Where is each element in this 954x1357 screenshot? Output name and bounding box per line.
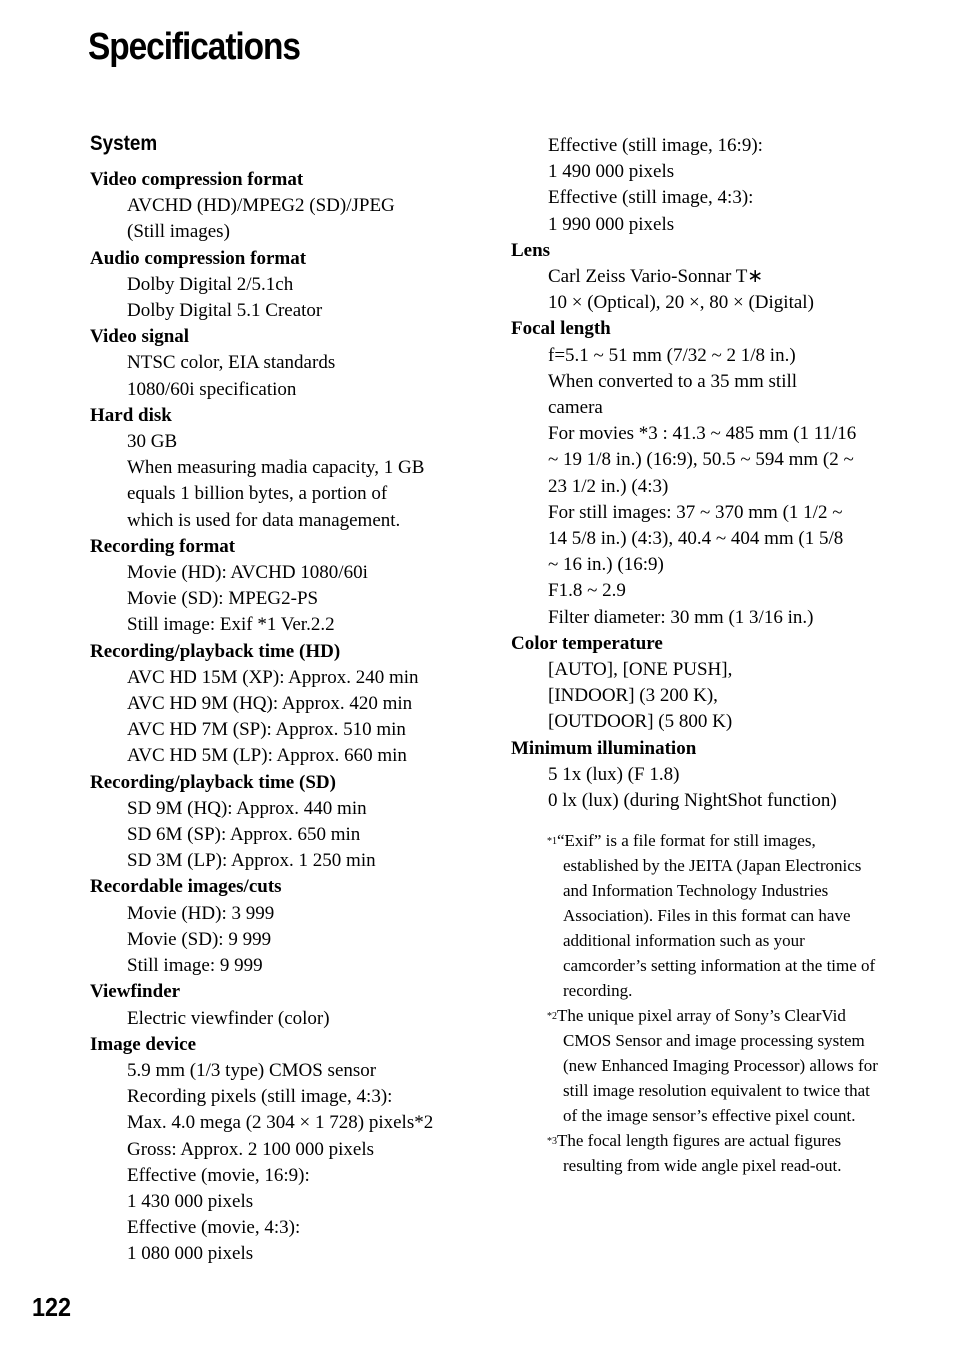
- spec-heading: Lens: [511, 239, 551, 261]
- spec-value: Electric viewfinder (color): [127, 1007, 330, 1029]
- footnote-text: The focal length figures are actual figures resulting from wide angle pixel read-out.: [557, 1131, 842, 1175]
- spec-value: NTSC color, EIA standards: [127, 352, 336, 374]
- spec-value: Effective (still image, 4:3):: [548, 187, 754, 209]
- spec-value: When converted to a 35 mm still: [548, 370, 798, 392]
- spec-heading: Image device: [90, 1033, 197, 1055]
- spec-value: AVCHD (HD)/MPEG2 (SD)/JPEG: [127, 195, 395, 217]
- spec-value: Movie (HD): AVCHD 1080/60i: [127, 562, 368, 584]
- footnote-marker: *3: [547, 1136, 557, 1147]
- spec-value: f=5.1 ~ 51 mm (7/32 ~ 2 1/8 in.): [548, 344, 796, 366]
- spec-heading: Recording/playback time (SD): [90, 771, 336, 793]
- spec-heading: Focal length: [511, 318, 611, 340]
- spec-heading: Recordable images/cuts: [90, 876, 282, 898]
- spec-value: Filter diameter: 30 mm (1 3/16 in.): [548, 606, 814, 628]
- page-number: 122: [32, 1292, 72, 1322]
- spec-heading: Video compression format: [90, 169, 304, 190]
- spec-value: Movie (SD): MPEG2-PS: [127, 588, 319, 610]
- spec-heading: Minimum illumination: [511, 737, 697, 759]
- spec-value: Dolby Digital 2/5.1ch: [127, 273, 294, 295]
- spec-value: 14 5/8 in.) (4:3), 40.4 ~ 404 mm (1 5/8: [548, 528, 844, 550]
- spec-value: For still images: 37 ~ 370 mm (1 1/2 ~: [548, 501, 843, 523]
- footnote-marker: *1: [547, 836, 557, 847]
- spec-heading: Color temperature: [511, 632, 663, 654]
- spec-column-right: [511, 133, 891, 814]
- spec-heading: Video signal: [90, 326, 190, 348]
- spec-value: For movies *3 : 41.3 ~ 485 mm (1 11/16: [548, 423, 857, 445]
- spec-value: Still image: Exif *1 Ver.2.2: [127, 614, 335, 636]
- spec-value: F1.8 ~ 2.9: [548, 580, 626, 602]
- spec-value: AVC HD 7M (SP): Approx. 510 min: [127, 719, 406, 741]
- spec-value: SD 3M (LP): Approx. 1 250 min: [127, 850, 376, 872]
- spec-column-left: [90, 167, 480, 1268]
- spec-value: 1 080 000 pixels: [127, 1243, 254, 1265]
- footnotes: [547, 828, 887, 1178]
- spec-value: (Still images): [127, 221, 230, 243]
- spec-heading: Recording format: [90, 535, 236, 557]
- spec-value: Recording pixels (still image, 4:3):: [127, 1086, 393, 1108]
- footnote: [547, 828, 887, 1003]
- spec-value: Max. 4.0 mega (2 304 × 1 728) pixels*2: [127, 1112, 434, 1134]
- spec-value: ~ 19 1/8 in.) (16:9), 50.5 ~ 594 mm (2 ~: [548, 449, 854, 471]
- spec-value: 0 lx (lux) (during NightShot function): [548, 790, 837, 812]
- spec-value: Movie (SD): 9 999: [127, 928, 272, 950]
- spec-value: 23 1/2 in.) (4:3): [548, 475, 669, 497]
- spec-value: Carl Zeiss Vario-Sonnar T∗: [548, 266, 764, 288]
- spec-heading: Recording/playback time (HD): [90, 640, 341, 662]
- spec-value: Movie (HD): 3 999: [127, 902, 275, 924]
- page-title: Specifications: [88, 26, 300, 68]
- spec-value: 30 GB: [127, 431, 178, 453]
- spec-value: When measuring madia capacity, 1 GB: [127, 457, 425, 479]
- spec-value: [OUTDOOR] (5 800 K): [548, 711, 733, 733]
- section-heading: System: [90, 132, 158, 155]
- spec-value: SD 9M (HQ): Approx. 440 min: [127, 797, 367, 819]
- spec-value: Effective (movie, 4:3):: [127, 1217, 301, 1239]
- spec-value: AVC HD 15M (XP): Approx. 240 min: [127, 666, 419, 688]
- spec-value: [INDOOR] (3 200 K),: [548, 685, 718, 707]
- spec-value: equals 1 billion bytes, a portion of: [127, 483, 388, 505]
- spec-value: Dolby Digital 5.1 Creator: [127, 300, 323, 322]
- spec-value: 10 × (Optical), 20 ×, 80 × (Digital): [548, 292, 814, 314]
- spec-value: which is used for data management.: [127, 509, 401, 531]
- spec-value: 5 1x (lux) (F 1.8): [548, 763, 680, 785]
- spec-heading: Viewfinder: [90, 981, 181, 1003]
- spec-value: AVC HD 9M (HQ): Approx. 420 min: [127, 693, 413, 715]
- spec-value: Effective (still image, 16:9):: [548, 135, 763, 156]
- spec-value: 1080/60i specification: [127, 378, 297, 400]
- spec-heading: Hard disk: [90, 404, 172, 426]
- spec-value: 1 490 000 pixels: [548, 161, 675, 183]
- spec-value: camera: [548, 397, 603, 419]
- footnote-marker: *2: [547, 1011, 557, 1022]
- spec-value: [AUTO], [ONE PUSH],: [548, 659, 733, 681]
- spec-value: 5.9 mm (1/3 type) CMOS sensor: [127, 1059, 377, 1081]
- spec-value: AVC HD 5M (LP): Approx. 660 min: [127, 745, 407, 767]
- spec-heading: Audio compression format: [90, 247, 307, 269]
- footnote: [547, 1003, 887, 1128]
- spec-value: Effective (movie, 16:9):: [127, 1164, 310, 1186]
- footnote: [547, 1128, 887, 1178]
- footnote-text: “Exif” is a file format for still images, established by the JEITA (Japan Electronics and Information Technology Industries Association). Files in this format can have additional information such as your camcorder’s setting information at the time of recording.: [557, 831, 876, 1000]
- spec-value: SD 6M (SP): Approx. 650 min: [127, 824, 361, 846]
- spec-value: 1 990 000 pixels: [548, 213, 675, 235]
- spec-value: 1 430 000 pixels: [127, 1190, 254, 1212]
- spec-value: Still image: 9 999: [127, 955, 263, 977]
- spec-value: ~ 16 in.) (16:9): [548, 554, 664, 576]
- footnote-text: The unique pixel array of Sony’s ClearVid CMOS Sensor and image processing system (new Enhanced Imaging Processor) allows for still image resolution equivalent to twice that of the image sensor’s effective pixel count.: [557, 1006, 878, 1125]
- spec-value: Gross: Approx. 2 100 000 pixels: [127, 1138, 374, 1160]
